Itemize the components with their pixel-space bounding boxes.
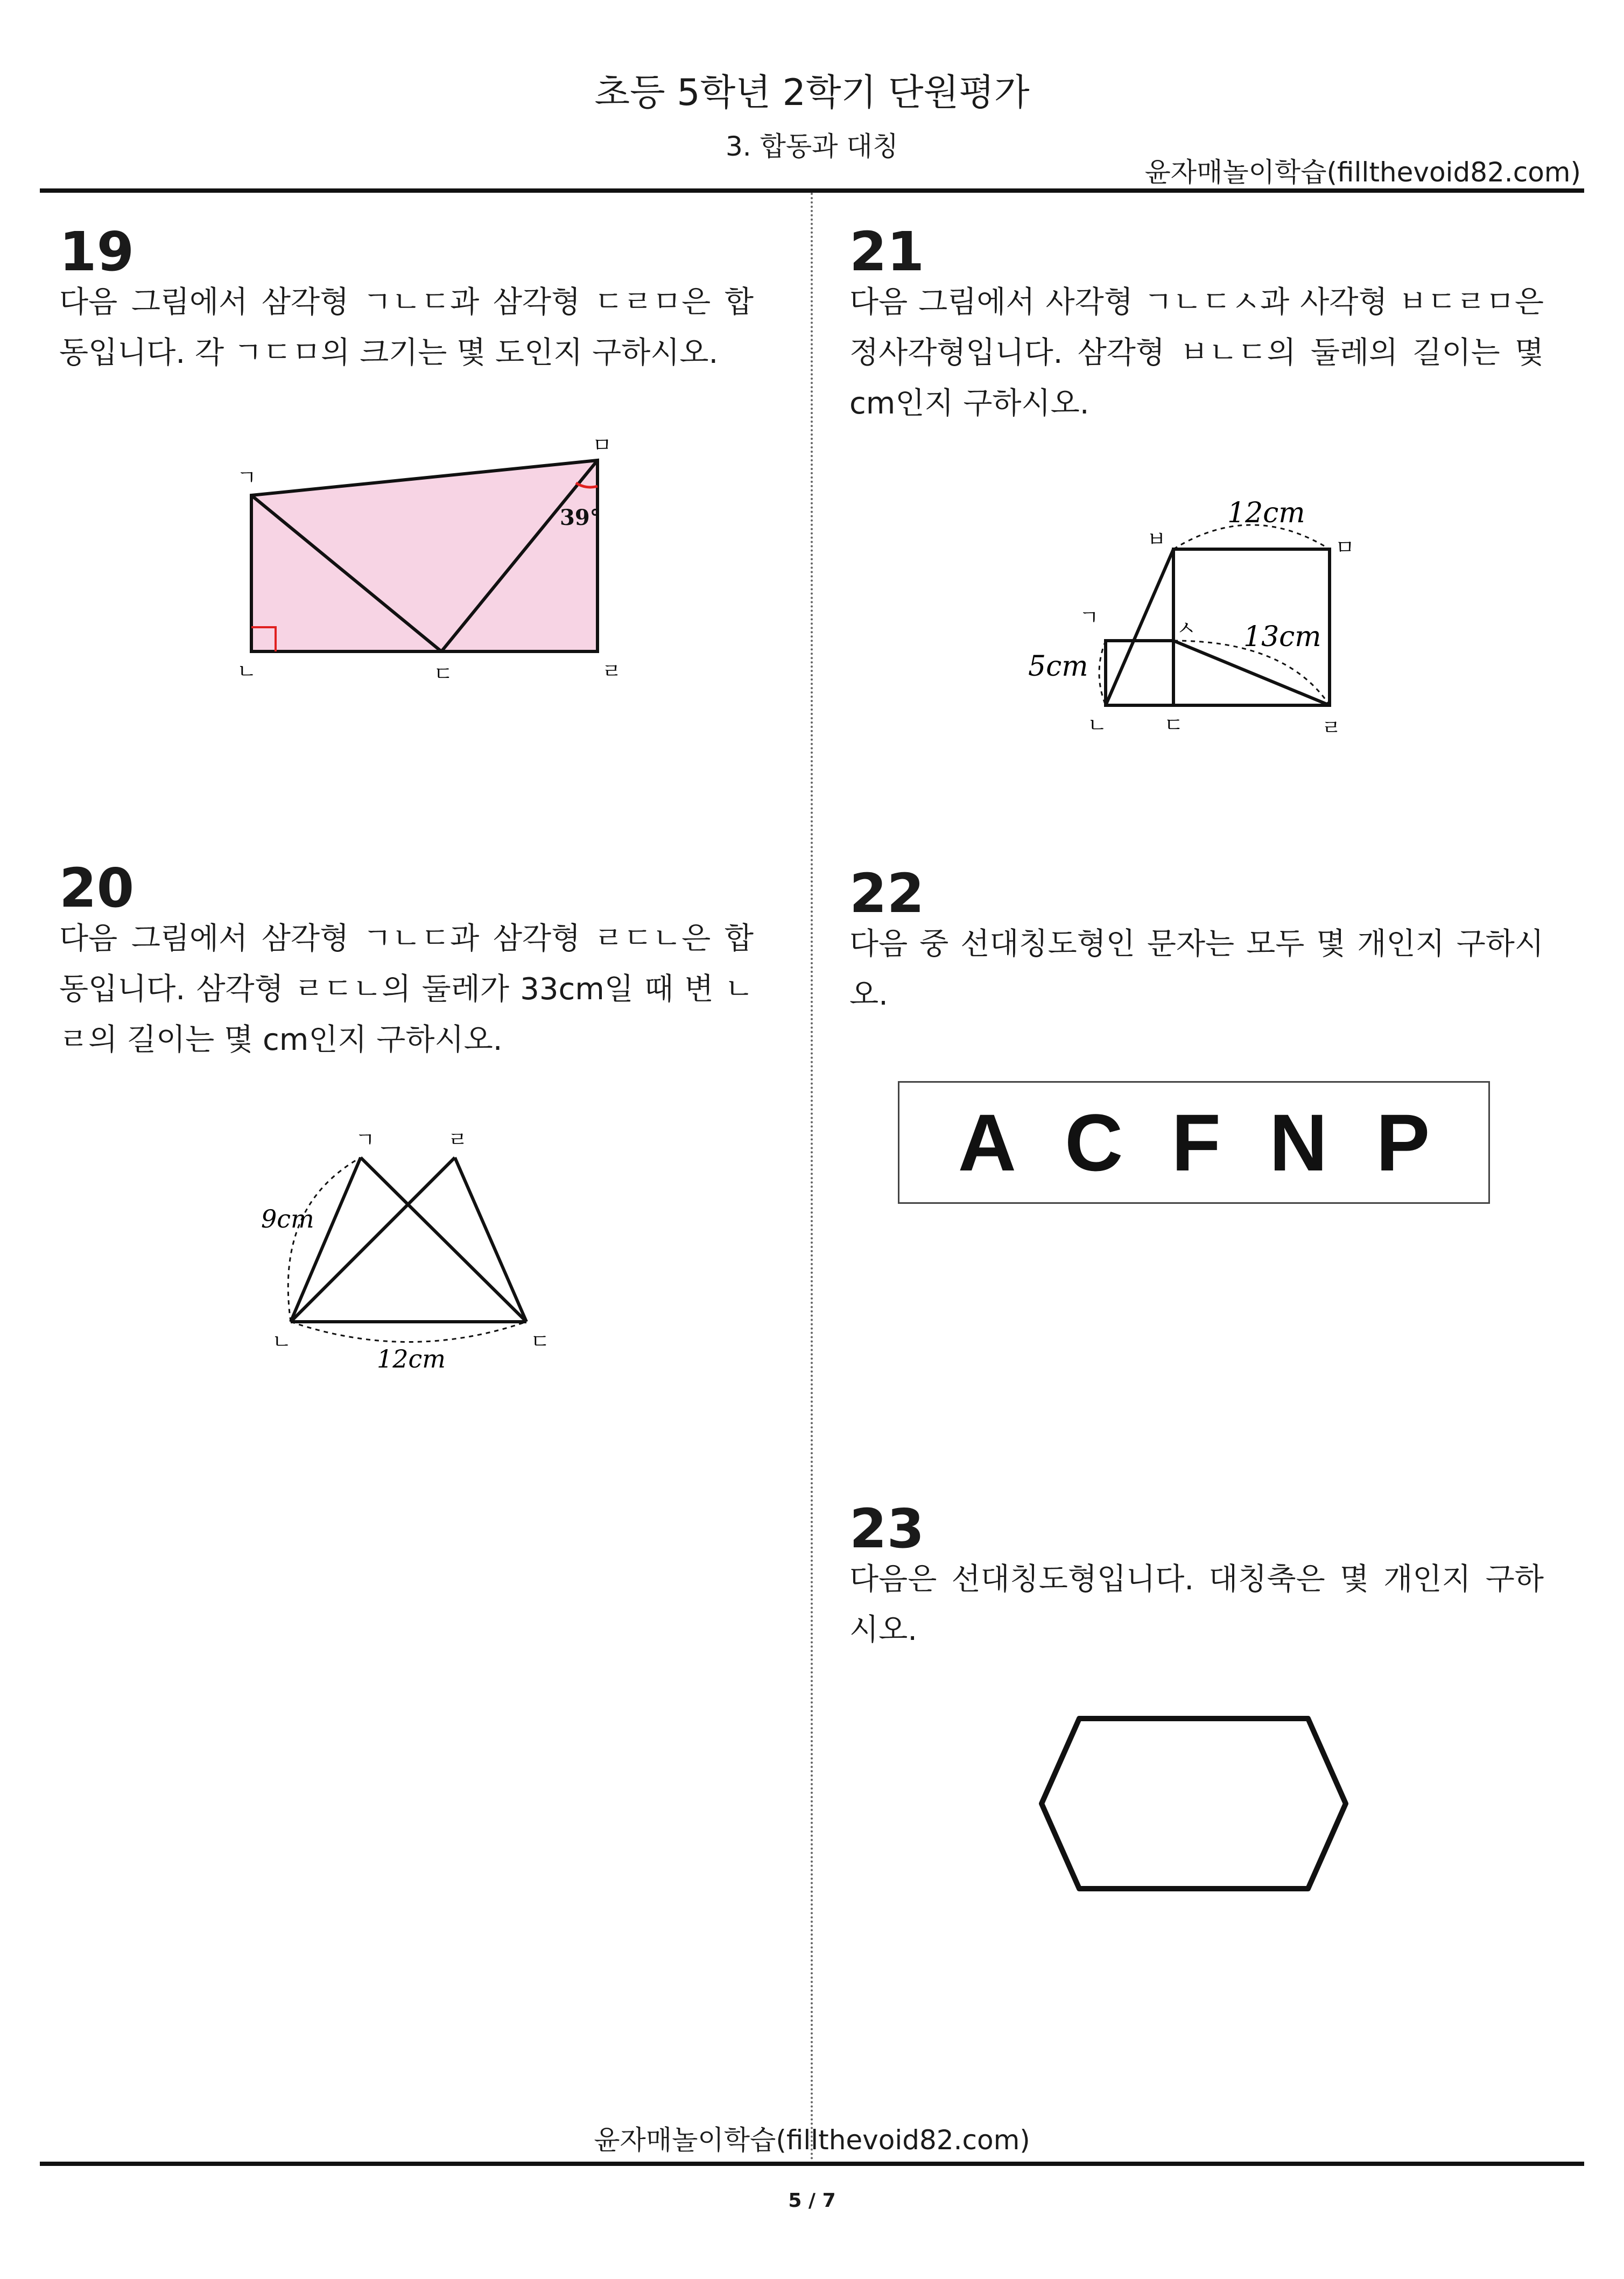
segment-gn xyxy=(291,1158,361,1322)
letter-f: F xyxy=(1171,1097,1221,1188)
label-g: ㄱ xyxy=(355,1128,375,1152)
segment-rd xyxy=(455,1158,526,1322)
label-d: ㄷ xyxy=(433,662,453,686)
label-g: ㄱ xyxy=(1079,606,1099,629)
segment-gd xyxy=(361,1158,526,1322)
question-21-number: 21 xyxy=(849,220,925,283)
question-20-number: 20 xyxy=(59,857,135,920)
label-n: ㄴ xyxy=(237,660,257,683)
question-20-text: 다음 그림에서 삼각형 ㄱㄴㄷ과 삼각형 ㄹㄷㄴ은 합동입니다. 삼각형 ㄹㄷㄴ의 둘레가 33cm일 때 변 ㄴㄹ의 길이는 몇 cm인지 구하시오. xyxy=(59,921,754,1057)
question-23-text: 다음은 선대칭도형입니다. 대칭축은 몇 개인지 구하시오. xyxy=(849,1562,1544,1647)
question-21-text: 다음 그림에서 사각형 ㄱㄴㄷㅅ과 사각형 ㅂㄷㄹㅁ은 정사각형입니다. 삼각형 ㅂㄴㄷ의 둘레의 길이는 몇 cm인지 구하시오. xyxy=(849,285,1544,421)
label-m: ㅁ xyxy=(1335,536,1355,559)
segment-nb xyxy=(1106,549,1173,705)
length-9cm: 9cm xyxy=(261,1204,314,1233)
label-r: ㄹ xyxy=(1321,716,1341,740)
question-22-text: 다음 중 선대칭도형인 문자는 모두 몇 개인지 구하시오. xyxy=(849,927,1544,1012)
letters-box xyxy=(898,1081,1490,1204)
column-divider xyxy=(811,193,813,2162)
header-rule xyxy=(40,188,1584,193)
label-d: ㄷ xyxy=(1164,713,1184,737)
length-5cm: 5cm xyxy=(1028,650,1088,683)
angle-label: 39° xyxy=(560,505,601,530)
question-19-figure xyxy=(215,420,667,689)
unit-subtitle: 3. 합동과 대칭 xyxy=(726,131,898,162)
label-n: ㄴ xyxy=(1087,713,1107,737)
label-d: ㄷ xyxy=(530,1330,550,1354)
label-r: ㄹ xyxy=(602,660,622,683)
question-19-number: 19 xyxy=(59,220,135,283)
label-b: ㅂ xyxy=(1147,528,1166,551)
header-site-credit: 윤자매놀이학습(fillthevoid82.com) xyxy=(1144,157,1581,188)
question-23-number: 23 xyxy=(849,1497,925,1560)
letter-c: C xyxy=(1064,1097,1123,1188)
dim-arc-nd xyxy=(291,1322,526,1342)
hexagon-shape xyxy=(1042,1719,1346,1889)
length-13cm: 13cm xyxy=(1243,621,1321,653)
page-title: 초등 5학년 2학기 단원평가 xyxy=(594,72,1030,114)
label-m: ㅁ xyxy=(592,433,612,457)
segment-nr xyxy=(291,1158,455,1322)
question-21-figure xyxy=(1017,479,1394,748)
question-22-number: 22 xyxy=(849,862,925,925)
question-23-figure xyxy=(1023,1707,1367,1901)
footer-site-credit: 윤자매놀이학습(fillthevoid82.com) xyxy=(594,2124,1030,2156)
letter-n: N xyxy=(1269,1097,1328,1188)
label-s: ㅅ xyxy=(1176,616,1196,640)
length-12cm: 12cm xyxy=(377,1344,446,1373)
question-19-text: 다음 그림에서 삼각형 ㄱㄴㄷ과 삼각형 ㄷㄹㅁ은 합동입니다. 각 ㄱㄷㅁ의 크기는 몇 도인지 구하시오. xyxy=(59,285,754,370)
square-gnds xyxy=(1106,641,1173,705)
letter-p: P xyxy=(1376,1097,1430,1188)
label-n: ㄴ xyxy=(272,1330,292,1354)
page-number: 5 / 7 xyxy=(788,2190,836,2212)
letter-a: A xyxy=(958,1097,1016,1188)
footer-rule xyxy=(40,2162,1584,2166)
question-20-figure xyxy=(248,1120,581,1378)
label-g: ㄱ xyxy=(237,466,257,489)
length-12cm: 12cm xyxy=(1227,497,1305,529)
label-r: ㄹ xyxy=(448,1128,468,1152)
